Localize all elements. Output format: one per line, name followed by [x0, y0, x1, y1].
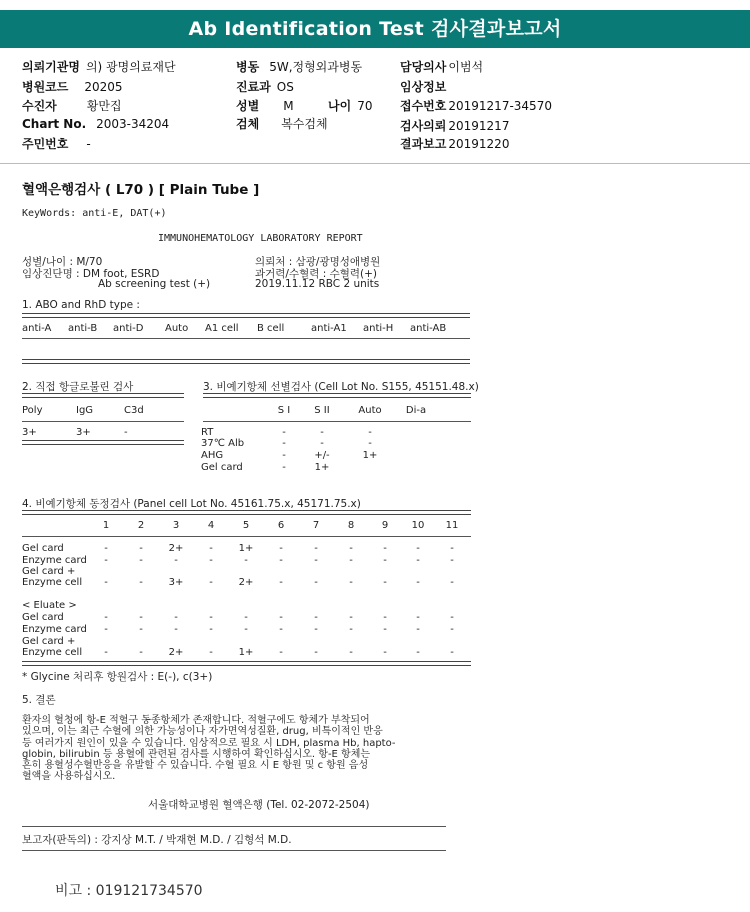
eluate-cell: - — [209, 647, 213, 658]
screen-cell: +/- — [314, 450, 330, 461]
eluate-cell: - — [279, 612, 283, 623]
eluate-cell: - — [139, 624, 143, 635]
panel-header: 6 — [277, 520, 285, 531]
panel-cell: - — [349, 577, 353, 588]
eluate-cell: 2+ — [168, 647, 184, 658]
rule — [22, 850, 446, 851]
eluate-row-label: Enzyme card — [22, 624, 87, 635]
panel-cell: - — [349, 543, 353, 554]
screen-row-label: 37℃ Alb — [201, 438, 245, 449]
eluate-title: < Eluate > — [22, 600, 77, 611]
rule — [22, 359, 470, 364]
panel-cell: - — [416, 543, 420, 554]
dat-header: IgG — [76, 405, 94, 416]
dept-field: 진료과 OS — [236, 80, 294, 94]
abo-header: A1 cell — [205, 323, 239, 334]
hosp-code-field: 병원코드 20205 — [22, 80, 123, 94]
panel-header: 9 — [381, 520, 389, 531]
eluate-cell: - — [209, 612, 213, 623]
screen-cell: - — [320, 438, 324, 449]
screen-cell: 1+ — [362, 450, 378, 461]
eluate-cell: - — [279, 647, 283, 658]
header-divider — [0, 163, 750, 164]
panel-header: 4 — [207, 520, 215, 531]
panel-header: 5 — [242, 520, 250, 531]
screen-cell: - — [282, 450, 286, 461]
abo-header: anti-B — [68, 323, 98, 334]
diagnosis-line: 임상진단명 : DM foot, ESRD — [22, 268, 160, 280]
conclusion-title: 5. 결론 — [22, 694, 56, 706]
eluate-cell: - — [104, 612, 108, 623]
section-title: 혈액은행검사 ( L70 ) [ Plain Tube ] — [22, 182, 260, 198]
ward-field: 병동 5W,정형외과병동 — [236, 60, 363, 74]
panel-row-label: Gel card — [22, 543, 64, 554]
panel-header: 3 — [172, 520, 180, 531]
screen-header: S I — [277, 405, 291, 416]
clinical-info-label: 임상정보 — [400, 80, 447, 94]
eluate-cell: - — [450, 612, 454, 623]
panel-cell: - — [244, 555, 248, 566]
screen-cell: - — [368, 438, 372, 449]
panel-cell: - — [139, 577, 143, 588]
eluate-cell: - — [174, 612, 178, 623]
reporter-line: 보고자(판독의) : 강지상 M.T. / 박재현 M.D. / 김형석 M.D. — [22, 834, 292, 846]
rule — [22, 393, 184, 398]
panel-header: 10 — [411, 520, 425, 531]
panel-row-label: Gel card + — [22, 566, 76, 577]
screen-row-label: RT — [201, 427, 214, 438]
org-field: 의뢰기관명 의) 광명의료재단 — [22, 60, 176, 74]
bloodbank-line: 서울대학교병원 혈액은행 (Tel. 02-2072-2504) — [148, 799, 370, 811]
requester-line: 의뢰처 : 삼광/광명성애병원 — [255, 256, 381, 268]
screen-row-label: AHG — [201, 450, 224, 461]
panel-cell: 1+ — [238, 543, 254, 554]
panel-cell: 2+ — [168, 543, 184, 554]
rule — [203, 393, 471, 398]
panel-cell: - — [383, 543, 387, 554]
eluate-cell: - — [383, 647, 387, 658]
rule — [22, 421, 184, 422]
chart-no-field: Chart No. 2003-34204 — [22, 117, 170, 131]
rule — [22, 440, 184, 445]
screen-cell: - — [282, 462, 286, 473]
eluate-cell: - — [139, 647, 143, 658]
eluate-cell: - — [314, 612, 318, 623]
rule — [22, 536, 471, 537]
eluate-cell: - — [383, 612, 387, 623]
doctor-field: 담당의사 이범석 — [400, 60, 484, 74]
eluate-cell: - — [244, 624, 248, 635]
screen-section-title: 3. 비예기항체 선별검사 (Cell Lot No. S155, 45151.48.x) — [203, 381, 479, 393]
receipt-field: 접수번호 20191217-34570 — [400, 99, 552, 113]
dat-value: - — [124, 427, 128, 438]
dat-header: C3d — [124, 405, 144, 416]
eluate-row-label: Gel card — [22, 612, 64, 623]
ab-screen-line: Ab screening test (+) — [98, 278, 211, 290]
specimen-field: 검체 복수검체 — [236, 117, 328, 131]
eluate-cell: - — [349, 612, 353, 623]
report-heading: IMMUNOHEMATOLOGY LABORATORY REPORT — [158, 233, 363, 244]
panel-cell: - — [314, 577, 318, 588]
dat-header: Poly — [22, 405, 43, 416]
eluate-cell: - — [104, 647, 108, 658]
panel-cell: - — [383, 555, 387, 566]
remark: 비고 : 019121734570 — [55, 883, 203, 899]
panel-header: 8 — [347, 520, 355, 531]
panel-cell: - — [450, 577, 454, 588]
rule — [22, 661, 471, 666]
panel-row-label: Enzyme cell — [22, 577, 83, 588]
panel-cell: 3+ — [168, 577, 184, 588]
request-date-field: 검사의뢰 20191217 — [400, 119, 510, 133]
panel-cell: - — [314, 543, 318, 554]
screen-row-label: Gel card — [201, 462, 243, 473]
eluate-cell: - — [349, 624, 353, 635]
dat-value: 3+ — [22, 427, 37, 438]
keywords: KeyWords: anti-E, DAT(+) — [22, 208, 167, 219]
screen-header: Auto — [358, 405, 382, 416]
panel-cell: - — [104, 577, 108, 588]
glycine-line: * Glycine 처리후 항원검사 : E(-), c(3+) — [22, 671, 213, 683]
eluate-cell: - — [416, 612, 420, 623]
panel-section-title: 4. 비예기항체 동정검사 (Panel cell Lot No. 45161.75.x, 45171.75.x) — [22, 498, 361, 510]
rule — [22, 826, 446, 827]
panel-cell: - — [209, 543, 213, 554]
panel-row-label: Enzyme card — [22, 555, 87, 566]
eluate-cell: - — [104, 624, 108, 635]
panel-cell: - — [416, 555, 420, 566]
panel-cell: - — [209, 577, 213, 588]
screen-cell: - — [282, 427, 286, 438]
panel-cell: - — [383, 577, 387, 588]
history-detail-line: 2019.11.12 RBC 2 units — [255, 278, 380, 290]
screen-cell: - — [320, 427, 324, 438]
panel-cell: - — [279, 543, 283, 554]
abo-header: anti-H — [363, 323, 394, 334]
report-title-banner: Ab Identification Test 검사결과보고서 — [0, 10, 750, 48]
panel-cell: 2+ — [238, 577, 254, 588]
eluate-cell: - — [209, 624, 213, 635]
eluate-cell: - — [314, 624, 318, 635]
eluate-cell: - — [416, 624, 420, 635]
panel-cell: - — [209, 555, 213, 566]
rule — [22, 313, 470, 318]
panel-header: 1 — [102, 520, 110, 531]
abo-header: anti-D — [113, 323, 144, 334]
screen-header: Di-a — [405, 405, 427, 416]
dat-section-title: 2. 직접 항글로불린 검사 — [22, 381, 134, 393]
sex-age-line: 성별/나이 : M/70 — [22, 256, 103, 268]
eluate-cell: - — [416, 647, 420, 658]
abo-header: Auto — [165, 323, 189, 334]
sex-field: 성별 M — [236, 99, 294, 113]
abo-header: B cell — [257, 323, 285, 334]
report-date-field: 결과보고 20191220 — [400, 137, 510, 151]
dat-value: 3+ — [76, 427, 91, 438]
panel-cell: - — [279, 577, 283, 588]
screen-cell: - — [368, 427, 372, 438]
eluate-cell: - — [383, 624, 387, 635]
eluate-cell: - — [314, 647, 318, 658]
screen-cell: - — [282, 438, 286, 449]
ssn-field: 주민번호 - — [22, 137, 91, 151]
panel-header: 7 — [312, 520, 320, 531]
history-line: 과거력/수혈력 : 수혈력(+) — [255, 268, 378, 280]
panel-header: 11 — [445, 520, 459, 531]
eluate-cell: - — [139, 612, 143, 623]
panel-cell: - — [279, 555, 283, 566]
screen-header: S II — [314, 405, 330, 416]
rule — [22, 338, 470, 339]
panel-cell: - — [139, 543, 143, 554]
eluate-row-label: Gel card + — [22, 636, 76, 647]
eluate-cell: - — [244, 612, 248, 623]
panel-cell: - — [104, 555, 108, 566]
screen-cell: 1+ — [314, 462, 330, 473]
panel-cell: - — [314, 555, 318, 566]
rule — [22, 510, 471, 515]
rule — [203, 421, 471, 422]
panel-cell: - — [450, 555, 454, 566]
panel-cell: - — [139, 555, 143, 566]
patient-field: 수진자 황만집 — [22, 99, 122, 113]
abo-header: anti-A1 — [311, 323, 347, 334]
panel-header: 2 — [137, 520, 145, 531]
panel-cell: - — [450, 543, 454, 554]
panel-cell: - — [174, 555, 178, 566]
eluate-cell: 1+ — [238, 647, 254, 658]
panel-cell: - — [416, 577, 420, 588]
panel-cell: - — [349, 555, 353, 566]
abo-header: anti-A — [22, 323, 52, 334]
conclusion-text: 환자의 혈청에 항-E 적혈구 동종항체가 존재합니다. 적혈구에도 항체가 부착되어 있으며, 이는 최근 수혈에 의한 가능성이나 자가면역성질환, drug, 비특이적인 반응 등 여러가지 원인이 있을 수 있습니다. 임상적으로 필요 시 LDH, plasma Hb, hapto- globin, bilirubin 등 용혈에 관련된 검사를 시행하여 확인하십시오. 항-E 항체는 흔히 용혈성수혈반응을 유발할 수 있습니다. 수혈 필요 시 E 항원 및 c 항원 음성 혈액을 사용하십시오. — [22, 715, 396, 783]
eluate-cell: - — [174, 624, 178, 635]
age-field: 나이 70 — [328, 99, 373, 113]
eluate-cell: - — [450, 647, 454, 658]
eluate-cell: - — [349, 647, 353, 658]
eluate-cell: - — [279, 624, 283, 635]
abo-section-title: 1. ABO and RhD type : — [22, 299, 140, 311]
panel-cell: - — [104, 543, 108, 554]
abo-header: anti-AB — [410, 323, 447, 334]
eluate-cell: - — [450, 624, 454, 635]
eluate-row-label: Enzyme cell — [22, 647, 83, 658]
